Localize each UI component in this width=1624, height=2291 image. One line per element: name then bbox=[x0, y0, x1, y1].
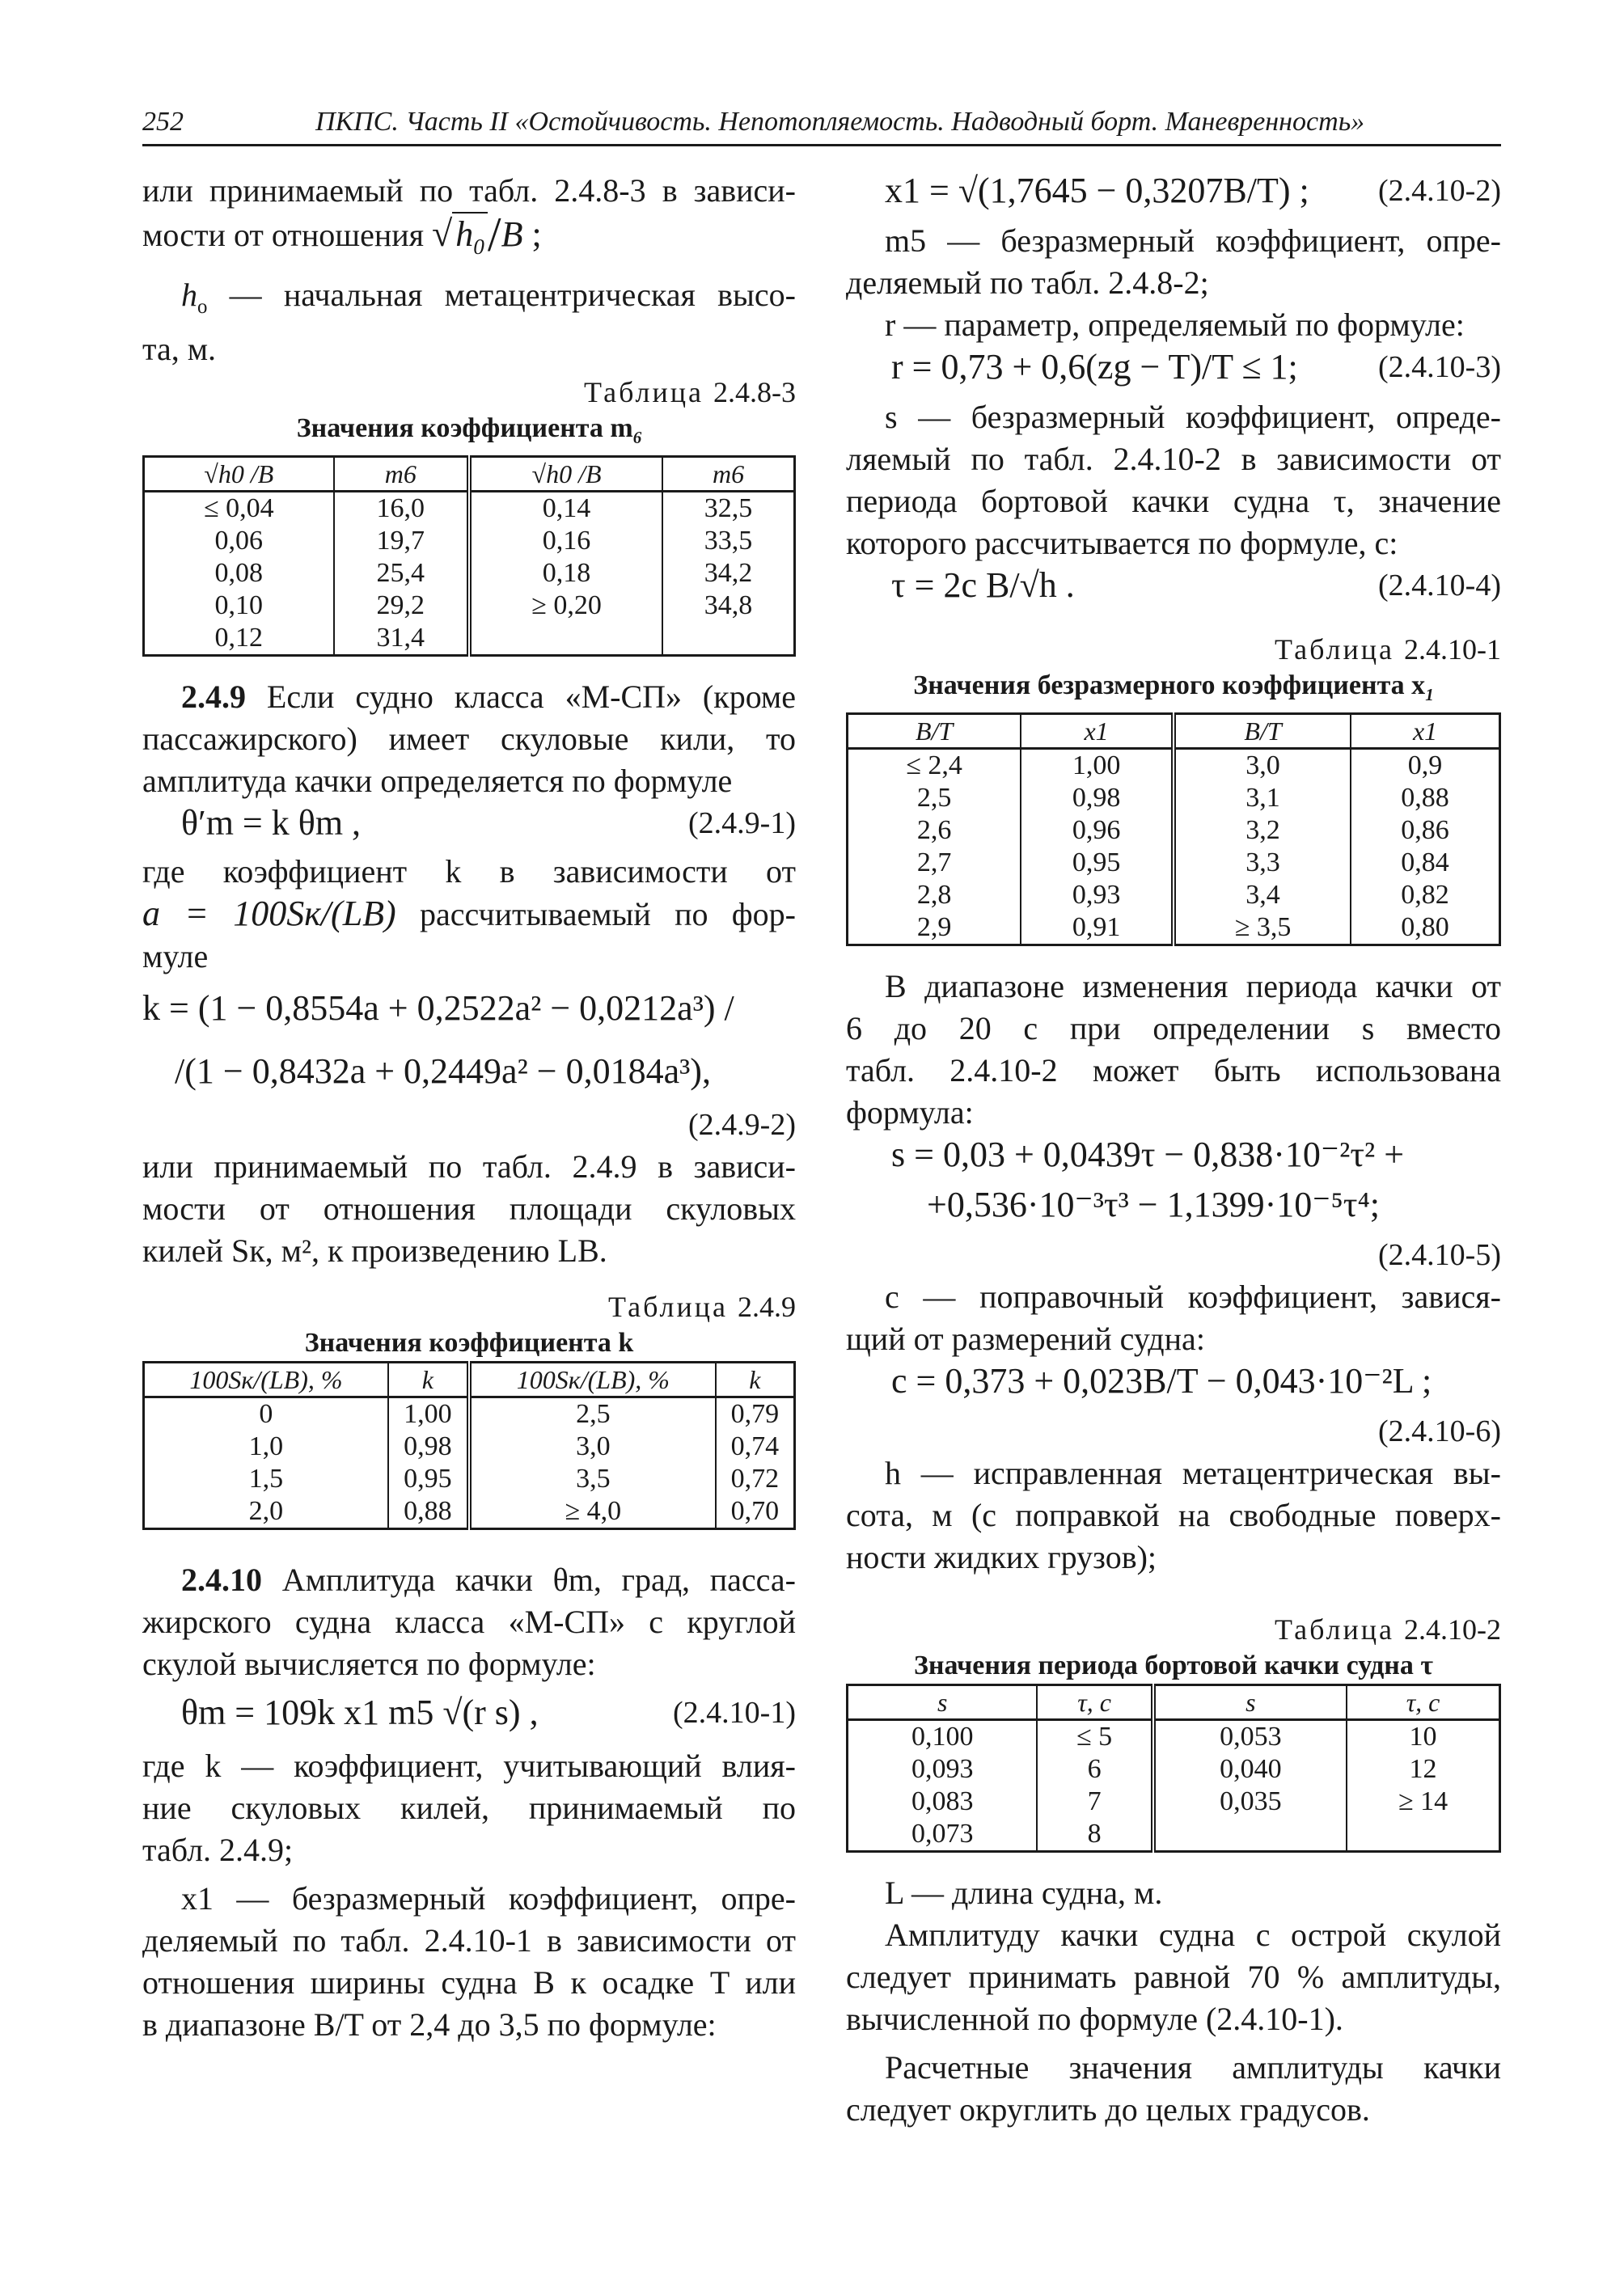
table-cell: ≥ 0,20 bbox=[469, 590, 662, 622]
table-cell: 0,93 bbox=[1021, 879, 1174, 911]
equation-2-4-10-1: θm = 109k x1 m5 √(r s) , (2.4.10-1) bbox=[181, 1692, 796, 1732]
table-cell: 7 bbox=[1037, 1786, 1152, 1818]
paragraph: где коэффициент k в зависимости от bbox=[142, 852, 796, 890]
table-row bbox=[848, 847, 1500, 879]
equation-2-4-9-2-line2: /(1 − 0,8432a + 0,2449a² − 0,0184a³), bbox=[175, 1050, 711, 1091]
paragraph: x1 — безразмерный коэффициент, опре- bbox=[181, 1879, 796, 1917]
table-cell: 0,79 bbox=[716, 1397, 795, 1431]
sqrt-h0-over-b: $√h_0/B$ ; bbox=[432, 214, 542, 254]
table-cell: 0,073 bbox=[848, 1818, 1038, 1852]
table-row bbox=[848, 879, 1500, 911]
table-header: m6 bbox=[662, 456, 794, 491]
table-header: B/T bbox=[1174, 713, 1351, 748]
table-cell bbox=[1153, 1818, 1347, 1852]
table-cell: 0 bbox=[144, 1397, 388, 1431]
table-cell: 0,9 bbox=[1351, 748, 1499, 782]
paragraph: следует округлить до целых градусов. bbox=[846, 2090, 1370, 2128]
table-cell: 1,00 bbox=[388, 1397, 469, 1431]
table-cell: ≤ 2,4 bbox=[848, 748, 1021, 782]
table-title: Значения безразмерного коэффициента $x_1$ bbox=[913, 670, 1434, 704]
table-cell: 1,00 bbox=[1021, 748, 1174, 782]
paragraph: амплитуда качки определяется по формуле bbox=[142, 762, 733, 799]
table-row bbox=[144, 1463, 795, 1495]
table-cell: 0,16 bbox=[469, 525, 662, 557]
table-tau bbox=[846, 1684, 1501, 1853]
table-cell: 0,95 bbox=[388, 1463, 469, 1495]
table-cell: 0,053 bbox=[1153, 1719, 1347, 1753]
equation-2-4-9-1: θ′m = k θm , (2.4.9-1) bbox=[181, 802, 796, 843]
table-cell: 2,5 bbox=[848, 782, 1021, 814]
table-header: x1 bbox=[1021, 713, 1174, 748]
paragraph: ности жидких грузов); bbox=[846, 1538, 1157, 1575]
table-cell: ≥ 3,5 bbox=[1174, 911, 1351, 945]
table-cell: 0,86 bbox=[1351, 814, 1499, 847]
table-row bbox=[144, 1431, 795, 1463]
paragraph: отношения ширины судна B к осадке T или bbox=[142, 1963, 796, 2001]
table-header: k bbox=[388, 1362, 469, 1397]
table-cell: ≤ 5 bbox=[1037, 1719, 1152, 1753]
paragraph: килей Sк, м², к произведению LB. bbox=[142, 1232, 607, 1269]
table-cell: 0,91 bbox=[1021, 911, 1174, 945]
paragraph: деляемый по табл. 2.4.10-1 в зависимости от bbox=[142, 1921, 796, 1959]
table-header: s bbox=[1153, 1684, 1347, 1719]
table-cell: 2,7 bbox=[848, 847, 1021, 879]
running-header bbox=[142, 104, 1501, 146]
table-cell: 0,95 bbox=[1021, 847, 1174, 879]
equation-number: (2.4.10-6) bbox=[1378, 1414, 1501, 1448]
table-cell: 0,80 bbox=[1351, 911, 1499, 945]
paragraph: L — длина судна, м. bbox=[885, 1874, 1163, 1911]
table-cell bbox=[469, 622, 662, 656]
table-cell: 0,10 bbox=[144, 590, 334, 622]
table-cell: 0,12 bbox=[144, 622, 334, 656]
table-caption: Таблица 2.4.8-3 bbox=[584, 375, 796, 408]
table-cell: 3,0 bbox=[1174, 748, 1351, 782]
table-title: Значения коэффициента k bbox=[304, 1327, 634, 1358]
left-column bbox=[142, 170, 796, 2046]
table-cell: 1,0 bbox=[144, 1431, 388, 1463]
paragraph: Амплитуду качки судна с острой скулой bbox=[885, 1916, 1501, 1953]
table-header: 100Sк/(LB), % bbox=[144, 1362, 388, 1397]
paragraph: ние скуловых килей, принимаемый по bbox=[142, 1789, 796, 1826]
paragraph: или принимаемый по табл. 2.4.8-3 в зависи- bbox=[142, 172, 796, 209]
table-x1 bbox=[846, 712, 1501, 946]
table-cell: 16,0 bbox=[334, 491, 469, 525]
table-cell: 0,08 bbox=[144, 557, 334, 590]
paragraph: муле bbox=[142, 937, 209, 974]
table-cell: ≥ 14 bbox=[1347, 1786, 1499, 1818]
table-cell: 12 bbox=[1347, 1753, 1499, 1786]
table-cell: 2,9 bbox=[848, 911, 1021, 945]
paragraph: мости от отношения $√h_0/B$ ; bbox=[142, 212, 796, 268]
paragraph: табл. 2.4.10-2 может быть использована bbox=[846, 1051, 1501, 1088]
table-header: B/T bbox=[848, 713, 1021, 748]
table-row bbox=[144, 622, 795, 656]
table-caption: Таблица 2.4.10-1 bbox=[1275, 633, 1501, 666]
table-cell: 34,8 bbox=[662, 590, 794, 622]
table-cell: 32,5 bbox=[662, 491, 794, 525]
table-cell: 34,2 bbox=[662, 557, 794, 590]
table-cell: 2,0 bbox=[144, 1495, 388, 1529]
table-header: m6 bbox=[334, 456, 469, 491]
table-cell: 0,88 bbox=[1351, 782, 1499, 814]
table-row bbox=[144, 525, 795, 557]
paragraph: мости от отношения площади скуловых bbox=[142, 1190, 796, 1227]
table-row bbox=[144, 557, 795, 590]
table-cell: 2,6 bbox=[848, 814, 1021, 847]
table-row bbox=[848, 782, 1500, 814]
paragraph: в диапазоне B/T от 2,4 до 3,5 по формуле: bbox=[142, 2006, 717, 2043]
right-column bbox=[846, 170, 1501, 2131]
table-header: 100Sк/(LB), % bbox=[469, 1362, 716, 1397]
table-cell: ≥ 4,0 bbox=[469, 1495, 716, 1529]
table-title: Значения коэффициента $m_6$ bbox=[296, 412, 642, 447]
table-row bbox=[144, 590, 795, 622]
table-cell: ≤ 0,04 bbox=[144, 491, 334, 525]
equation-number: (2.4.9-2) bbox=[688, 1107, 796, 1142]
paragraph: пассажирского) имеет скуловые кили, то bbox=[142, 720, 796, 757]
table-cell: 0,82 bbox=[1351, 879, 1499, 911]
running-title: ПКПС. Часть II «Остойчивость. Непотопляемость. Надводный борт. Маневренность» bbox=[315, 107, 1365, 137]
table-row bbox=[848, 1753, 1500, 1786]
paragraph: ляемый по табл. 2.4.10-2 в зависимости от bbox=[846, 441, 1501, 477]
table-cell: 2,8 bbox=[848, 879, 1021, 911]
paragraph: табл. 2.4.9; bbox=[142, 1831, 294, 1868]
paragraph: формула: bbox=[846, 1093, 974, 1131]
equation-2-4-10-5-line2: +0,536·10⁻³τ³ − 1,1399·10⁻⁵τ⁴; bbox=[927, 1184, 1381, 1224]
paragraph: $h_о$ — начальная метацентрическая высо- bbox=[181, 276, 796, 318]
table-row bbox=[848, 911, 1500, 945]
table-cell: 1,5 bbox=[144, 1463, 388, 1495]
table-header: k bbox=[716, 1362, 795, 1397]
table-cell: 0,98 bbox=[388, 1431, 469, 1463]
table-header: √h0 /B bbox=[144, 456, 334, 491]
paragraph: s — безразмерный коэффициент, опреде- bbox=[885, 399, 1501, 435]
paragraph: щий от размерений судна: bbox=[846, 1320, 1205, 1357]
table-header: τ, с bbox=[1037, 1684, 1152, 1719]
table-row bbox=[144, 1397, 795, 1431]
table-cell: 0,18 bbox=[469, 557, 662, 590]
page-number: 252 bbox=[142, 107, 184, 137]
table-cell: 3,2 bbox=[1174, 814, 1351, 847]
table-cell: 3,3 bbox=[1174, 847, 1351, 879]
equation-2-4-10-2: x1 = √(1,7645 − 0,3207B/T) ; (2.4.10-2) bbox=[885, 171, 1501, 210]
table-cell: 29,2 bbox=[334, 590, 469, 622]
paragraph: 6 до 20 с при определении s вместо bbox=[846, 1009, 1501, 1046]
table-cell: 0,14 bbox=[469, 491, 662, 525]
table-cell: 0,040 bbox=[1153, 1753, 1347, 1786]
table-cell: 3,1 bbox=[1174, 782, 1351, 814]
table-cell: 3,5 bbox=[469, 1463, 716, 1495]
equation-number: (2.4.10-5) bbox=[1378, 1237, 1501, 1272]
table-cell: 0,96 bbox=[1021, 814, 1174, 847]
table-row bbox=[848, 1719, 1500, 1753]
table-cell: 0,74 bbox=[716, 1431, 795, 1463]
paragraph: c — поправочный коэффициент, завися- bbox=[885, 1278, 1501, 1315]
paragraph: h — исправленная метацентрическая вы- bbox=[885, 1454, 1501, 1491]
table-cell: 0,035 bbox=[1153, 1786, 1347, 1818]
table-cell: 0,98 bbox=[1021, 782, 1174, 814]
table-cell: 31,4 bbox=[334, 622, 469, 656]
table-cell: 0,100 bbox=[848, 1719, 1038, 1753]
table-cell bbox=[1347, 1818, 1499, 1852]
equation-2-4-10-5-line1: s = 0,03 + 0,0439τ − 0,838·10⁻²τ² + bbox=[891, 1134, 1405, 1174]
table-caption: Таблица 2.4.9 bbox=[608, 1290, 796, 1323]
paragraph: В диапазоне изменения периода качки от bbox=[885, 967, 1501, 1004]
table-m6 bbox=[142, 455, 796, 657]
table-cell: 25,4 bbox=[334, 557, 469, 590]
table-cell: 33,5 bbox=[662, 525, 794, 557]
paragraph: сота, м (с поправкой на свободные поверх- bbox=[846, 1496, 1501, 1533]
table-row bbox=[848, 1818, 1500, 1852]
table-cell: 10 bbox=[1347, 1719, 1499, 1753]
paragraph: скулой вычисляется по формуле: bbox=[142, 1645, 596, 1682]
table-row bbox=[144, 491, 795, 525]
paragraph: периода бортовой качки судна τ, значение bbox=[846, 483, 1501, 519]
table-row bbox=[848, 748, 1500, 782]
equation-2-4-10-3: r = 0,73 + 0,6(zg − T)/T ≤ 1; (2.4.10-3) bbox=[891, 347, 1501, 387]
paragraph: которого рассчитывается по формуле, с: bbox=[846, 525, 1398, 561]
table-cell: 0,093 bbox=[848, 1753, 1038, 1786]
equation-2-4-9-2-line1: k = (1 − 0,8554a + 0,2522a² − 0,0212a³) / bbox=[142, 987, 734, 1028]
table-cell: 3,4 bbox=[1174, 879, 1351, 911]
paragraph: m5 — безразмерный коэффициент, опре- bbox=[885, 222, 1501, 259]
paragraph: вычисленной по формуле (2.4.10-1). bbox=[846, 2000, 1343, 2037]
table-header: s bbox=[848, 1684, 1038, 1719]
table-cell: 2,5 bbox=[469, 1397, 716, 1431]
paragraph: a = 100Sк/(LB) рассчитываемый по фор- bbox=[142, 893, 797, 933]
paragraph: r — параметр, определяемый по формуле: bbox=[885, 306, 1465, 343]
paragraph: та, м. bbox=[142, 330, 217, 367]
paragraph: где k — коэффициент, учитывающий влия- bbox=[142, 1747, 796, 1784]
table-cell: 0,06 bbox=[144, 525, 334, 557]
table-cell: 6 bbox=[1037, 1753, 1152, 1786]
paragraph: следует принимать равной 70 % амплитуды, bbox=[846, 1958, 1501, 1995]
table-row bbox=[144, 1495, 795, 1529]
table-k bbox=[142, 1361, 796, 1530]
table-row bbox=[848, 814, 1500, 847]
table-cell: 0,88 bbox=[388, 1495, 469, 1529]
paragraph: Расчетные значения амплитуды качки bbox=[885, 2048, 1501, 2086]
paragraph: деляемый по табл. 2.4.8-2; bbox=[846, 264, 1209, 301]
table-header: √h0 /B bbox=[469, 456, 662, 491]
table-cell: 0,70 bbox=[716, 1495, 795, 1529]
table-cell: 0,72 bbox=[716, 1463, 795, 1495]
paragraph: жирского судна класса «М-СП» с круглой bbox=[142, 1603, 796, 1640]
table-cell: 0,84 bbox=[1351, 847, 1499, 879]
table-cell bbox=[662, 622, 794, 656]
table-cell: 3,0 bbox=[469, 1431, 716, 1463]
table-row bbox=[848, 1786, 1500, 1818]
table-header: x1 bbox=[1351, 713, 1499, 748]
table-cell: 8 bbox=[1037, 1818, 1152, 1852]
paragraph: или принимаемый по табл. 2.4.9 в зависи- bbox=[142, 1148, 796, 1185]
table-cell: 0,083 bbox=[848, 1786, 1038, 1818]
equation-2-4-10-4: τ = 2c B/√h . (2.4.10-4) bbox=[891, 565, 1501, 605]
table-header: τ, с bbox=[1347, 1684, 1499, 1719]
table-title: Значения периода бортовой качки судна τ bbox=[913, 1650, 1434, 1680]
table-cell: 19,7 bbox=[334, 525, 469, 557]
section-2-4-9: 2.4.9 Если судно класса «М-СП» (кроме bbox=[181, 678, 796, 715]
table-caption: Таблица 2.4.10-2 bbox=[1275, 1613, 1501, 1646]
equation-2-4-10-6: c = 0,373 + 0,023B/T − 0,043·10⁻²L ; bbox=[891, 1360, 1432, 1401]
section-2-4-10: 2.4.10 Амплитуда качки θm, град, пасса- bbox=[181, 1561, 796, 1598]
